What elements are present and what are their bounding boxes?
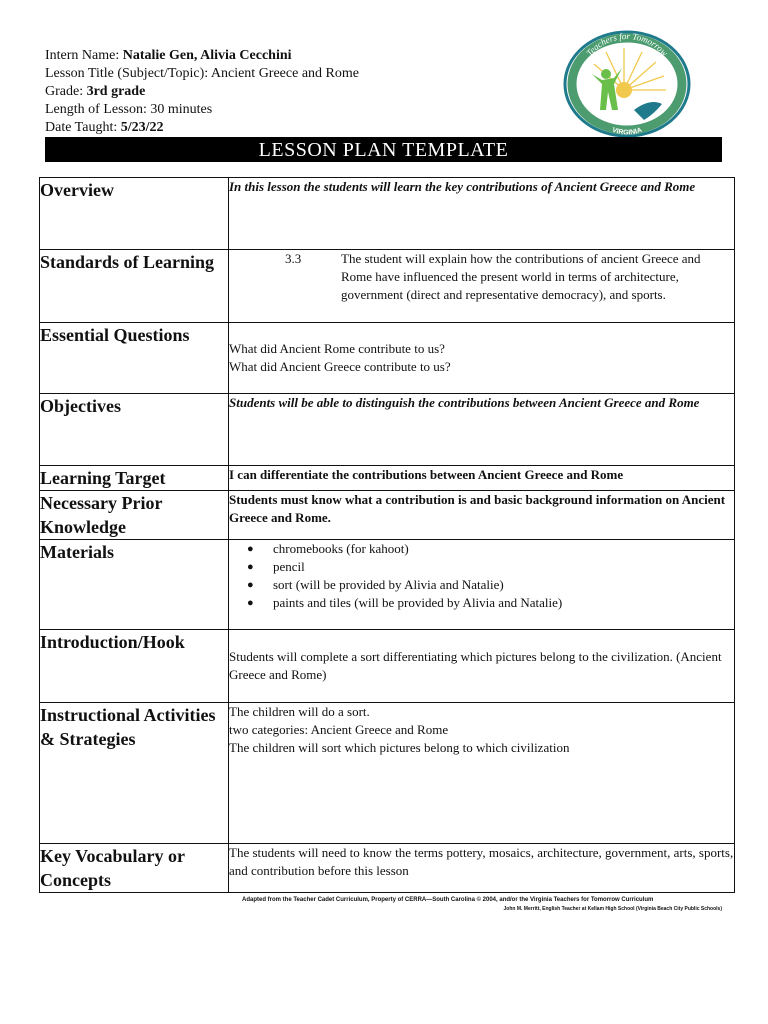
lesson-title-value: Ancient Greece and Rome — [210, 66, 359, 81]
standard-number: 3.3 — [285, 251, 302, 266]
activities-line-2: two categories: Ancient Greece and Rome — [229, 722, 449, 737]
introduction-text: Students will complete a sort differentiating which pictures belong to the civilization. (Ancient Greece and Rome) — [229, 630, 735, 703]
row-introduction — [40, 630, 735, 703]
essential-questions-label: Essential Questions — [40, 323, 229, 394]
standards-content — [229, 250, 735, 323]
prior-knowledge-label: Necessary Prior Knowledge — [40, 491, 229, 540]
logo-bottom-text: VIRGINIA — [611, 126, 643, 137]
objectives-text: Students will be able to distinguish the contributions between Ancient Greece and Rome — [229, 394, 735, 466]
standard-item — [229, 250, 734, 304]
teachers-for-tomorrow-logo — [562, 28, 692, 138]
activities-content — [229, 703, 735, 844]
intern-name-line — [45, 47, 359, 65]
materials-list — [229, 540, 734, 612]
row-vocabulary — [40, 844, 735, 893]
date-value: 5/23/22 — [120, 120, 164, 135]
introduction-label: Introduction/Hook — [40, 630, 229, 703]
materials-item: ● sort (will be provided by Alivia and Natalie) — [269, 576, 734, 594]
grade-label: Grade: — [45, 84, 84, 99]
footer-credit: Adapted from the Teacher Cadet Curriculum, Property of CERRA—South Carolina © 2004, and/or the Virginia Teachers for Tomorrow Curriculum — [242, 897, 654, 903]
length-label: Length of Lesson: — [45, 102, 147, 117]
activities-line-1: The children will do a sort. — [229, 704, 370, 719]
intern-name-value: Natalie Gen, Alivia Cecchini — [122, 48, 292, 63]
lesson-title-label: Lesson Title (Subject/Topic): — [45, 66, 209, 81]
standard-text: The student will explain how the contributions of ancient Greece and Rome have influenced the present world in terms of architecture, government (direct and representative democracy), and sports. — [341, 251, 701, 302]
row-objectives — [40, 394, 735, 466]
row-standards — [40, 250, 735, 323]
row-prior-knowledge — [40, 491, 735, 540]
date-line — [45, 119, 359, 137]
grade-line — [45, 83, 359, 101]
essential-question-1: What did Ancient Rome contribute to us? — [229, 341, 445, 356]
intern-name-label: Intern Name: — [45, 48, 120, 63]
prior-knowledge-text: Students must know what a contribution is and basic background information on Ancient Greece and Rome. — [229, 491, 735, 540]
row-learning-target — [40, 466, 735, 491]
materials-label: Materials — [40, 540, 229, 630]
grade-value: 3rd grade — [86, 84, 146, 99]
activities-line-3: The children will sort which pictures belong to which civilization — [229, 740, 570, 755]
length-line — [45, 101, 359, 119]
lesson-header-info — [45, 47, 359, 137]
vocabulary-label: Key Vocabulary or Concepts — [40, 844, 229, 893]
learning-target-text: I can differentiate the contributions between Ancient Greece and Rome — [229, 466, 735, 491]
essential-questions-content — [229, 323, 735, 394]
materials-item: ● paints and tiles (will be provided by Alivia and Natalie) — [269, 594, 734, 612]
materials-item: ● pencil — [269, 558, 734, 576]
essential-question-2: What did Ancient Greece contribute to us? — [229, 359, 451, 374]
vocabulary-text: The students will need to know the terms pottery, mosaics, architecture, government, arts, sports, and contribution before this lesson — [229, 844, 735, 893]
lesson-title-line — [45, 65, 359, 83]
length-value: 30 minutes — [150, 102, 213, 117]
materials-item: ● chromebooks (for kahoot) — [269, 540, 734, 558]
logo-top-text: Teachers for Tomorrow — [584, 30, 670, 58]
overview-text: In this lesson the students will learn the key contributions of Ancient Greece and Rome — [229, 178, 735, 250]
date-label: Date Taught: — [45, 120, 118, 135]
overview-label: Overview — [40, 178, 229, 250]
objectives-label: Objectives — [40, 394, 229, 466]
activities-label: Instructional Activities & Strategies — [40, 703, 229, 844]
materials-content — [229, 540, 735, 630]
standards-label: Standards of Learning — [40, 250, 229, 323]
lesson-plan-table — [39, 177, 735, 893]
footer-author: John M. Merritt, English Teacher at Kellam High School (Virginia Beach City Public Schools) — [503, 906, 722, 912]
row-essential-questions — [40, 323, 735, 394]
row-materials — [40, 540, 735, 630]
learning-target-label: Learning Target — [40, 466, 229, 491]
lesson-plan-banner: LESSON PLAN TEMPLATE — [45, 137, 722, 162]
row-activities — [40, 703, 735, 844]
row-overview — [40, 178, 735, 250]
